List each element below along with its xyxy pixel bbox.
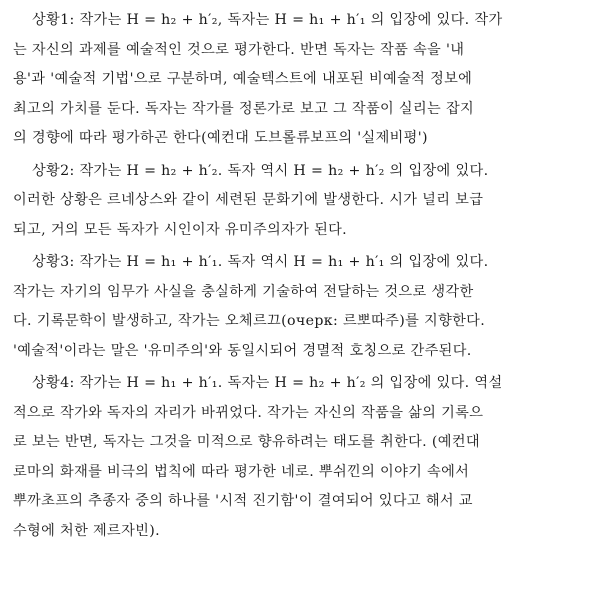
situation-3-line-4: '예술적'이라는 말은 '유미주의'와 동일시되어 경멸적 호칭으로 간주된다. — [13, 342, 472, 359]
situation-1-line-3: 용'과 '예술적 기법'으로 구분하며, 예술텍스트에 내포된 비예술적 정보에 — [13, 71, 473, 87]
situation-3-line-2: 작가는 자기의 임무가 사실을 충실하게 기술하여 전달하는 것으로 생각한 — [13, 283, 474, 300]
situation-3-line-3: 다. 기록문학이 발생하고, 작가는 오체르끄(очерк: 르뽀따주)를 지향한다. — [13, 313, 486, 329]
situation-4-line-4: 로마의 화재를 비극의 법칙에 따라 평가한 네로. 뿌쉬낀의 이야기 속에서 — [13, 463, 470, 480]
situation-1-line-2: 는 자신의 과제를 예술적인 것으로 평가한다. 반면 독자는 작품 속을 '내 — [13, 41, 465, 58]
situation-4-line-2: 적으로 작가와 독자의 자리가 바뀌었다. 작가는 자신의 작품을 삶의 기록으 — [13, 404, 484, 421]
situation-2-line-2: 이러한 상황은 르네상스와 같이 세련된 문화기에 발생한다. 시가 널리 보급 — [13, 192, 484, 208]
situation-4-line-1: 상황4: 작가는 H = h₁ + h′₁. 독자는 H = h₂ + h′₂ 의 입장에 있다. 역설 — [32, 375, 503, 391]
situation-2-line-3: 되고, 거의 모든 독자가 시인이자 유미주의자가 된다. — [13, 221, 348, 238]
situation-1-line-4: 최고의 가치를 둔다. 독자는 작가를 정론가로 보고 그 작품이 실리는 잡지 — [13, 100, 475, 117]
situation-1-line-5: 의 경향에 따라 평가하곤 한다(예컨대 도브롤류보프의 '실제비평') — [13, 130, 428, 146]
situation-1-line-1: 상황1: 작가는 H = h₂ + h′₂, 독자는 H = h₁ + h′₁ 의 입장에 있다. 작가 — [32, 12, 503, 28]
situation-2-line-1: 상황2: 작가는 H = h₂ + h′₂. 독자 역시 H = h₂ + h′₂ 의 입장에 있다. — [32, 162, 489, 179]
situation-3-line-1: 상황3: 작가는 H = h₁ + h′₁. 독자 역시 H = h₁ + h′₁ 의 입장에 있다. — [32, 254, 489, 270]
situation-4-line-3: 로 보는 반면, 독자는 그것을 미적으로 향유하려는 태도를 취한다. (예컨대 — [13, 434, 480, 450]
situation-4-line-6: 수형에 처한 제르자빈). — [13, 522, 160, 539]
situation-4-line-5: 뿌까초프의 추종자 중의 하나를 '시적 진기함'이 결여되어 있다고 해서 교 — [13, 493, 473, 509]
